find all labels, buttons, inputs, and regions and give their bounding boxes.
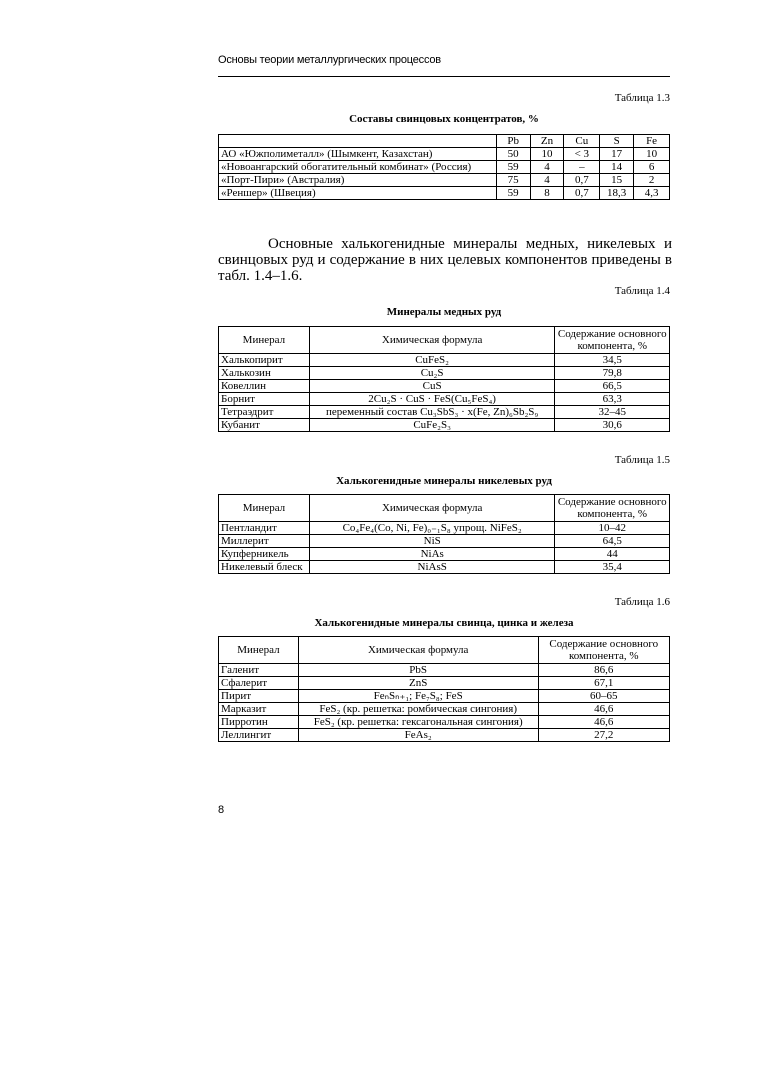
mineral-name: Пентландит — [219, 522, 310, 535]
table-cell: 10 — [530, 148, 564, 161]
chemical-formula: ZnS — [298, 677, 538, 690]
chemical-formula: NiAsS — [309, 561, 554, 574]
chemical-formula: CuFe₂S₃ — [309, 419, 555, 432]
main-component-content: 46,6 — [538, 703, 669, 716]
table-row — [219, 729, 670, 742]
table-row — [219, 703, 670, 716]
main-component-content: 30,6 — [555, 419, 670, 432]
table-cell: 4 — [530, 161, 564, 174]
main-component-content: 66,5 — [555, 380, 670, 393]
header-rule — [218, 76, 670, 77]
main-component-content: 64,5 — [555, 535, 670, 548]
table-cell: 17 — [600, 148, 634, 161]
table-row — [219, 406, 670, 419]
table-header-row — [219, 637, 670, 664]
main-component-content: 27,2 — [538, 729, 669, 742]
column-header: Химическая формула — [309, 495, 554, 522]
row-label: АО «Южполиметалл» (Шымкент, Казахстан) — [219, 148, 497, 161]
table-row — [219, 187, 670, 200]
page-number: 8 — [218, 804, 225, 816]
table-1-3-label: Таблица 1.3 — [614, 92, 670, 104]
column-header — [219, 135, 497, 148]
main-component-content: 86,6 — [538, 664, 669, 677]
chemical-formula: NiAs — [309, 548, 554, 561]
chemical-formula: FeAs₂ — [298, 729, 538, 742]
table-cell: 0,7 — [564, 174, 600, 187]
table-cell: 59 — [496, 187, 530, 200]
main-component-content: 46,6 — [538, 716, 669, 729]
column-header: Минерал — [219, 327, 310, 354]
mineral-name: Миллерит — [219, 535, 310, 548]
column-header: Zn — [530, 135, 564, 148]
mineral-name: Марказит — [219, 703, 299, 716]
column-header: Содержание основного компонента, % — [538, 637, 669, 664]
chemical-formula: 2Cu₂S · CuS · FeS(Cu₅FeS₄) — [309, 393, 555, 406]
main-component-content: 34,5 — [555, 354, 670, 367]
column-header: Химическая формула — [298, 637, 538, 664]
table-cell: 4,3 — [634, 187, 670, 200]
table-row — [219, 367, 670, 380]
table-row — [219, 561, 670, 574]
main-component-content: 79,8 — [555, 367, 670, 380]
table-cell: 2 — [634, 174, 670, 187]
table-lead-concentrates — [218, 134, 670, 200]
table-1-6-title: Халькогенидные минералы свинца, цинка и железа — [314, 617, 574, 629]
main-component-content: 60–65 — [538, 690, 669, 703]
column-header: Минерал — [219, 495, 310, 522]
body-paragraph: Основные халькогенидные минералы медных, никелевых и свинцовых руд и содержание в них целевых компонентов приведены в табл. 1.4–1.6. — [218, 236, 672, 284]
table-1-5-label: Таблица 1.5 — [614, 454, 670, 466]
mineral-name: Пирит — [219, 690, 299, 703]
table-row — [219, 174, 670, 187]
chemical-formula: FeₙSₙ₊₁; Fe₇S₈; FeS — [298, 690, 538, 703]
table-header-row — [219, 495, 670, 522]
column-header: Минерал — [219, 637, 299, 664]
table-1-4-label: Таблица 1.4 — [614, 285, 670, 297]
table-cell: 50 — [496, 148, 530, 161]
table-row — [219, 677, 670, 690]
table-cell: 18,3 — [600, 187, 634, 200]
table-row — [219, 690, 670, 703]
table-row — [219, 522, 670, 535]
main-component-content: 63,3 — [555, 393, 670, 406]
main-component-content: 35,4 — [555, 561, 670, 574]
main-component-content: 32–45 — [555, 406, 670, 419]
table-cell: 15 — [600, 174, 634, 187]
mineral-name: Тетраэдрит — [219, 406, 310, 419]
main-component-content: 67,1 — [538, 677, 669, 690]
chemical-formula: CuFeS₂ — [309, 354, 555, 367]
table-copper-minerals — [218, 326, 670, 432]
column-header: Fe — [634, 135, 670, 148]
mineral-name: Галенит — [219, 664, 299, 677]
chemical-formula: FeS₂ (кр. решетка: ромбическая сингония) — [298, 703, 538, 716]
table-cell: 6 — [634, 161, 670, 174]
table-lead-zinc-iron-minerals — [218, 636, 670, 742]
column-header: Содержание основного компонента, % — [555, 327, 670, 354]
column-header: S — [600, 135, 634, 148]
mineral-name: Сфалерит — [219, 677, 299, 690]
table-row — [219, 393, 670, 406]
mineral-name: Кубанит — [219, 419, 310, 432]
row-label: «Реншер» (Швеция) — [219, 187, 497, 200]
mineral-name: Борнит — [219, 393, 310, 406]
running-header: Основы теории металлургических процессов — [218, 54, 441, 66]
mineral-name: Халькопирит — [219, 354, 310, 367]
table-row — [219, 148, 670, 161]
table-cell: 14 — [600, 161, 634, 174]
table-row — [219, 380, 670, 393]
main-component-content: 44 — [555, 548, 670, 561]
mineral-name: Никелевый блеск — [219, 561, 310, 574]
chemical-formula: CuS — [309, 380, 555, 393]
mineral-name: Купферникель — [219, 548, 310, 561]
table-cell: 59 — [496, 161, 530, 174]
table-1-3-title: Составы свинцовых концентратов, % — [349, 113, 539, 125]
chemical-formula: NiS — [309, 535, 554, 548]
chemical-formula: PbS — [298, 664, 538, 677]
column-header: Химическая формула — [309, 327, 555, 354]
mineral-name: Халькозин — [219, 367, 310, 380]
table-row — [219, 548, 670, 561]
mineral-name: Леллингит — [219, 729, 299, 742]
table-row — [219, 716, 670, 729]
table-cell: 75 — [496, 174, 530, 187]
table-cell: – — [564, 161, 600, 174]
column-header: Cu — [564, 135, 600, 148]
table-cell: 4 — [530, 174, 564, 187]
table-row — [219, 664, 670, 677]
table-cell: 0,7 — [564, 187, 600, 200]
table-nickel-minerals — [218, 494, 670, 574]
table-header-row — [219, 327, 670, 354]
table-cell: 8 — [530, 187, 564, 200]
column-header: Содержание основного компонента, % — [555, 495, 670, 522]
table-cell: < 3 — [564, 148, 600, 161]
mineral-name: Ковеллин — [219, 380, 310, 393]
table-row — [219, 419, 670, 432]
table-header-row — [219, 135, 670, 148]
table-1-4-title: Минералы медных руд — [386, 306, 502, 318]
table-row — [219, 535, 670, 548]
table-row — [219, 354, 670, 367]
row-label: «Порт-Пири» (Австралия) — [219, 174, 497, 187]
table-1-6-label: Таблица 1.6 — [614, 596, 670, 608]
table-row — [219, 161, 670, 174]
chemical-formula: Co₄Fe₄(Co, Ni, Fe)₀₋₁S₈ упрощ. NiFeS₂ — [309, 522, 554, 535]
table-cell: 10 — [634, 148, 670, 161]
chemical-formula: Cu₂S — [309, 367, 555, 380]
column-header: Pb — [496, 135, 530, 148]
mineral-name: Пирротин — [219, 716, 299, 729]
row-label: «Новоангарский обогатительный комбинат» (Россия) — [219, 161, 497, 174]
chemical-formula: переменный состав Cu₃SbS₃ · x(Fe, Zn)₆Sb₂S₉ — [309, 406, 555, 419]
main-component-content: 10–42 — [555, 522, 670, 535]
chemical-formula: FeS₂ (кр. решетка: гексагональная сингония) — [298, 716, 538, 729]
table-1-5-title: Халькогенидные минералы никелевых руд — [336, 475, 552, 487]
